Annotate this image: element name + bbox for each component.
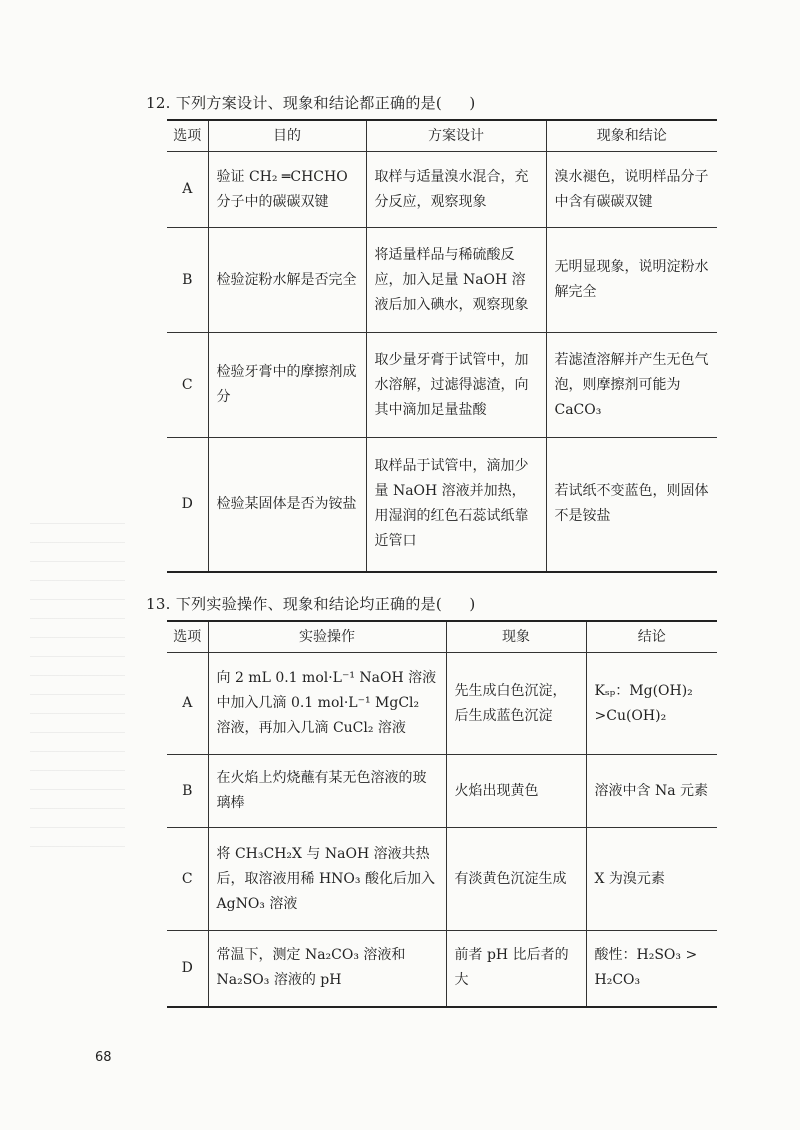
header-design: 方案设计 <box>366 120 546 152</box>
table-row <box>167 755 717 828</box>
question-12-paren: ) <box>469 94 476 112</box>
table-row <box>167 828 717 931</box>
header-result: 现象和结论 <box>546 120 717 152</box>
phenomenon-cell: 有淡黄色沉淀生成 <box>446 828 586 931</box>
option-label: A <box>167 653 208 755</box>
option-label: B <box>167 228 208 333</box>
design-cell: 取样品于试管中，滴加少量 NaOH 溶液并加热，用湿润的红色石蕊试纸靠近管口 <box>366 438 546 572</box>
table-row <box>167 931 717 1007</box>
table-row <box>167 228 717 333</box>
question-13-table <box>167 620 717 1008</box>
conclusion-cell: Kₛₚ：Mg(OH)₂ >Cu(OH)₂ <box>586 653 717 755</box>
conclusion-cell: X 为溴元素 <box>586 828 717 931</box>
option-label: A <box>167 152 208 228</box>
operation-cell: 在火焰上灼烧蘸有某无色溶液的玻璃棒 <box>208 755 446 828</box>
table-row <box>167 438 717 572</box>
conclusion-cell: 溶液中含 Na 元素 <box>586 755 717 828</box>
option-label: D <box>167 931 208 1007</box>
option-label: C <box>167 333 208 438</box>
question-13-text: 13. 下列实验操作、现象和结论均正确的是( <box>146 595 443 613</box>
header-purpose: 目的 <box>208 120 366 152</box>
operation-cell: 向 2 mL 0.1 mol·L⁻¹ NaOH 溶液中加入几滴 0.1 mol·L⁻¹ MgCl₂ 溶液，再加入几滴 CuCl₂ 溶液 <box>208 653 446 755</box>
operation-cell: 将 CH₃CH₂X 与 NaOH 溶液共热后，取溶液用稀 HNO₃ 酸化后加入 AgNO₃ 溶液 <box>208 828 446 931</box>
phenomenon-cell: 先生成白色沉淀，后生成蓝色沉淀 <box>446 653 586 755</box>
option-label: C <box>167 828 208 931</box>
result-cell: 无明显现象，说明淀粉水解完全 <box>546 228 717 333</box>
result-cell: 若试纸不变蓝色，则固体不是铵盐 <box>546 438 717 572</box>
phenomenon-cell: 火焰出现黄色 <box>446 755 586 828</box>
table-header-row <box>167 120 717 152</box>
operation-cell: 常温下，测定 Na₂CO₃ 溶液和 Na₂SO₃ 溶液的 pH <box>208 931 446 1007</box>
table-row <box>167 333 717 438</box>
question-12-title <box>146 92 476 113</box>
header-option: 选项 <box>167 120 208 152</box>
bleed-through-shadow <box>30 505 125 865</box>
option-label: B <box>167 755 208 828</box>
question-12-table <box>167 119 717 573</box>
purpose-cell: 检验牙膏中的摩擦剂成分 <box>208 333 366 438</box>
table-row <box>167 152 717 228</box>
purpose-cell: 检验某固体是否为铵盐 <box>208 438 366 572</box>
design-cell: 取少量牙膏于试管中，加水溶解，过滤得滤渣，向其中滴加足量盐酸 <box>366 333 546 438</box>
result-cell: 若滤渣溶解并产生无色气泡，则摩擦剂可能为 CaCO₃ <box>546 333 717 438</box>
header-conclusion: 结论 <box>586 621 717 653</box>
conclusion-cell: 酸性：H₂SO₃ > H₂CO₃ <box>586 931 717 1007</box>
purpose-cell: 检验淀粉水解是否完全 <box>208 228 366 333</box>
question-12-text: 12. 下列方案设计、现象和结论都正确的是( <box>146 94 443 112</box>
header-phenomenon: 现象 <box>446 621 586 653</box>
design-cell: 取样与适量溴水混合，充分反应，观察现象 <box>366 152 546 228</box>
question-13-paren: ) <box>469 595 476 613</box>
header-option: 选项 <box>167 621 208 653</box>
option-label: D <box>167 438 208 572</box>
table-header-row <box>167 621 717 653</box>
phenomenon-cell: 前者 pH 比后者的大 <box>446 931 586 1007</box>
header-operation: 实验操作 <box>208 621 446 653</box>
purpose-cell: 验证 CH₂ ═CHCHO 分子中的碳碳双键 <box>208 152 366 228</box>
result-cell: 溴水褪色，说明样品分子中含有碳碳双键 <box>546 152 717 228</box>
design-cell: 将适量样品与稀硫酸反应，加入足量 NaOH 溶液后加入碘水，观察现象 <box>366 228 546 333</box>
question-13-title <box>146 593 476 614</box>
table-row <box>167 653 717 755</box>
page-number: 68 <box>95 1050 112 1065</box>
